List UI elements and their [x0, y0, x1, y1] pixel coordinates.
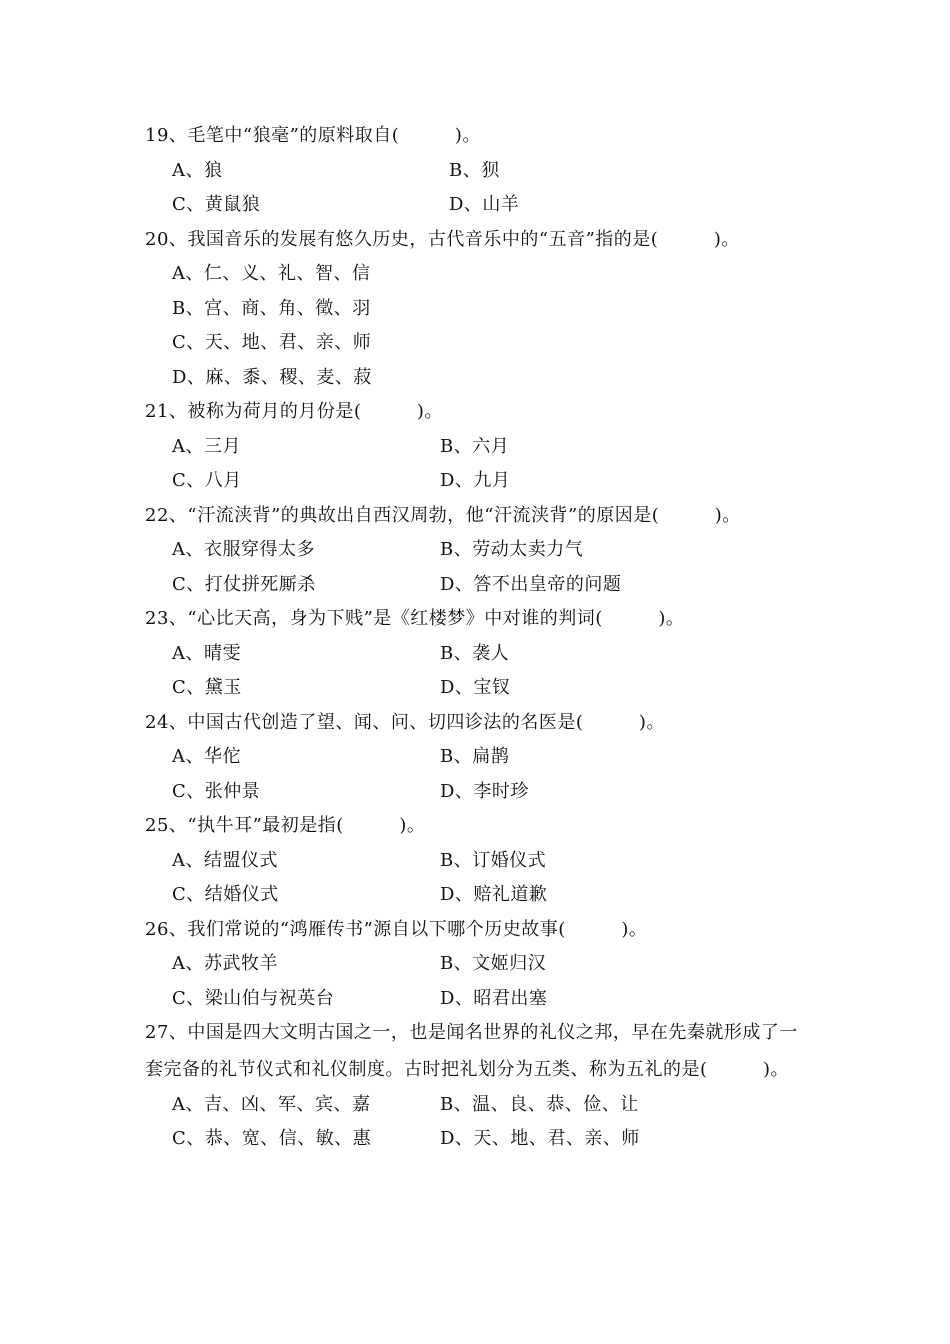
question-20-option-b: B、宫、商、角、徵、羽 [172, 298, 371, 319]
question-23-option-a: A、晴雯 [172, 643, 241, 664]
question-23-option-d: D、宝钗 [440, 677, 511, 698]
question-27-option-a: A、吉、凶、军、宾、嘉 [172, 1094, 371, 1115]
question-26-option-d: D、昭君出塞 [440, 988, 548, 1009]
question-20-option-a: A、仁、义、礼、智、信 [172, 263, 371, 284]
question-26-stem: 26、我们常说的“鸿雁传书”源自以下哪个历史故事( )。 [145, 919, 648, 940]
question-19-stem: 19、毛笔中“狼毫”的原料取自( )。 [145, 125, 481, 146]
question-27-stem: 27、中国是四大文明古国之一，也是闻名世界的礼仪之邦，早在先秦就形成了一 [145, 1022, 798, 1043]
question-19-option-c: C、黄鼠狼 [172, 194, 261, 215]
question-25-option-d: D、赔礼道歉 [440, 884, 548, 905]
question-27-option-c: C、恭、宽、信、敏、惠 [172, 1128, 372, 1149]
question-22-option-a: A、衣服穿得太多 [172, 539, 315, 560]
question-25-option-c: C、结婚仪式 [172, 884, 279, 905]
question-24-option-d: D、李时珍 [440, 781, 529, 802]
question-23-option-c: C、黛玉 [172, 677, 242, 698]
question-21-option-a: A、三月 [172, 436, 241, 457]
question-22-option-b: B、劳动太卖力气 [440, 539, 584, 560]
question-20-stem: 20、我国音乐的发展有悠久历史，古代音乐中的“五音”指的是( )。 [145, 229, 740, 250]
question-26-option-b: B、文姬归汉 [440, 953, 547, 974]
question-25-option-b: B、订婚仪式 [440, 850, 547, 871]
question-27-stem-continued: 套完备的礼节仪式和礼仪制度。古时把礼划分为五类、称为五礼的是( )。 [145, 1059, 790, 1080]
question-19-option-d: D、山羊 [449, 194, 520, 215]
question-20-option-c: C、天、地、君、亲、师 [172, 332, 372, 353]
question-24-option-c: C、张仲景 [172, 781, 261, 802]
question-22-option-d: D、答不出皇帝的问题 [440, 574, 622, 595]
question-26-option-c: C、梁山伯与祝英台 [172, 988, 335, 1009]
question-26-option-a: A、苏武牧羊 [172, 953, 278, 974]
question-21-option-c: C、八月 [172, 470, 242, 491]
question-21-stem: 21、被称为荷月的月份是( )。 [145, 401, 443, 422]
question-23-option-b: B、袭人 [440, 643, 510, 664]
question-23-stem: 23、“心比天高，身为下贱”是《红楼梦》中对谁的判词( )。 [145, 608, 685, 629]
question-25-option-a: A、结盟仪式 [172, 850, 278, 871]
question-24-stem: 24、中国古代创造了望、闻、问、切四诊法的名医是( )。 [145, 712, 665, 733]
question-22-stem: 22、“汗流浃背”的典故出自西汉周勃，他“汗流浃背”的原因是( )。 [145, 505, 741, 526]
question-19-option-a: A、狼 [172, 160, 223, 181]
question-24-option-b: B、扁鹊 [440, 746, 510, 767]
question-21-option-b: B、六月 [440, 436, 510, 457]
question-27-option-d: D、天、地、君、亲、师 [440, 1128, 640, 1149]
question-21-option-d: D、九月 [440, 470, 511, 491]
question-27-option-b: B、温、良、恭、俭、让 [440, 1094, 639, 1115]
question-19-option-b: B、狈 [449, 160, 500, 181]
question-22-option-c: C、打仗拼死厮杀 [172, 574, 316, 595]
question-25-stem: 25、“执牛耳”最初是指( )。 [145, 815, 426, 836]
question-24-option-a: A、华佗 [172, 746, 241, 767]
question-20-option-d: D、麻、黍、稷、麦、菽 [172, 367, 372, 388]
